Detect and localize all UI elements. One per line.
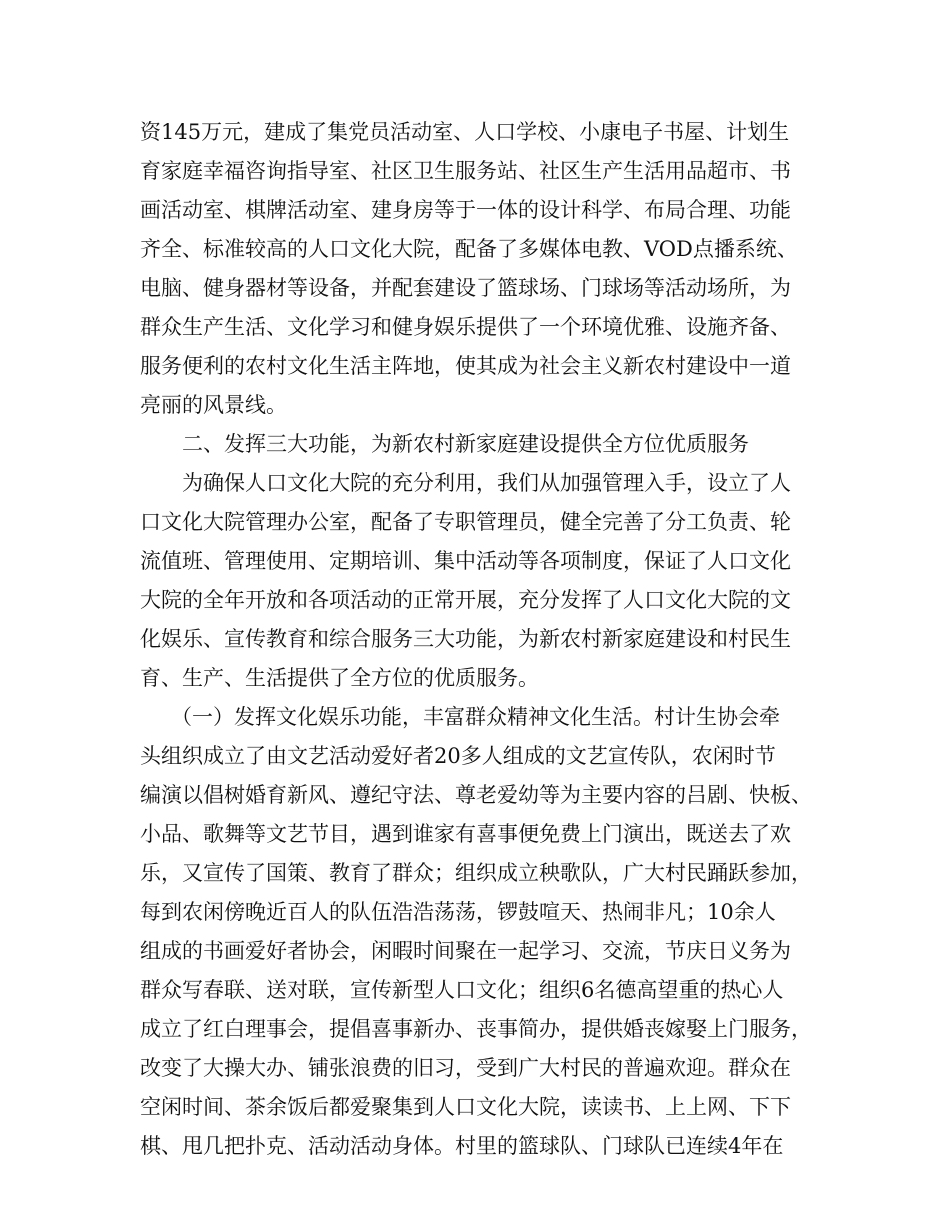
- text-line: 为确保人口文化大院的充分利用，我们从加强管理入手，设立了人: [182, 471, 791, 495]
- text-line: 棋、甩几把扑克、活动活动身体。村里的篮球队、门球队已连续4年在: [140, 1134, 784, 1158]
- text-line: 编演以倡树婚育新风、遵纪守法、尊老爱幼等为主要内容的吕剧、快板、: [140, 783, 812, 807]
- text-line: 乐，又宣传了国策、教育了群众；组织成立秧歌队，广大村民踊跃参加，: [140, 861, 812, 885]
- text-line: 头组织成立了由文艺活动爱好者20多人组成的文艺宣传队，农闲时节: [140, 744, 776, 768]
- text-line: 群众写春联、送对联，宣传新型人口文化；组织6名德高望重的热心人: [140, 978, 784, 1002]
- text-line: 化娱乐、宣传教育和综合服务三大功能，为新农村新家庭建设和村民生: [140, 627, 791, 651]
- text-line: 组成的书画爱好者协会，闲暇时间聚在一起学习、交流，节庆日义务为: [140, 939, 791, 963]
- text-line: 大院的全年开放和各项活动的正常开展，充分发挥了人口文化大院的文: [140, 588, 791, 612]
- text-line: 成立了红白理事会，提倡喜事新办、丧事简办，提供婚丧嫁娶上门服务，: [140, 1017, 812, 1041]
- text-line: 群众生产生活、文化学习和健身娱乐提供了一个环境优雅、设施齐备、: [140, 315, 791, 339]
- text-line: 亮丽的风景线。: [140, 393, 287, 417]
- text-line: 齐全、标准较高的人口文化大院，配备了多媒体电教、VOD点播系统、: [140, 237, 798, 261]
- text-line: 资145万元，建成了集党员活动室、人口学校、小康电子书屋、计划生: [140, 120, 790, 144]
- text-line: 服务便利的农村文化生活主阵地，使其成为社会主义新农村建设中一道: [140, 354, 791, 378]
- text-line: 育家庭幸福咨询指导室、社区卫生服务站、社区生产生活用品超市、书: [140, 159, 791, 183]
- text-line: 空闲时间、茶余饭后都爱聚集到人口文化大院，读读书、上上网、下下: [140, 1095, 791, 1119]
- text-line: 小品、歌舞等文艺节目，遇到谁家有喜事便免费上门演出，既送去了欢: [140, 822, 791, 846]
- subsection-line: （一）发挥文化娱乐功能，丰富群众精神文化生活。村计生协会牵: [171, 705, 780, 729]
- text-line: 画活动室、棋牌活动室、建身房等于一体的设计科学、布局合理、功能: [140, 198, 791, 222]
- text-line: 每到农闲傍晚近百人的队伍浩浩荡荡，锣鼓喧天、热闹非凡；10余人: [140, 900, 776, 924]
- text-line: 电脑、健身器材等设备，并配套建设了篮球场、门球场等活动场所，为: [140, 276, 791, 300]
- section-heading: 二、发挥三大功能，为新农村新家庭建设提供全方位优质服务: [182, 432, 749, 456]
- text-line: 育、生产、生活提供了全方位的优质服务。: [140, 666, 539, 690]
- text-line: 流值班、管理使用、定期培训、集中活动等各项制度，保证了人口文化: [140, 549, 791, 573]
- text-line: 口文化大院管理办公室，配备了专职管理员，健全完善了分工负责、轮: [140, 510, 791, 534]
- document-body: [140, 113, 820, 1166]
- text-line: 改变了大操大办、铺张浪费的旧习，受到广大村民的普遍欢迎。群众在: [140, 1056, 791, 1080]
